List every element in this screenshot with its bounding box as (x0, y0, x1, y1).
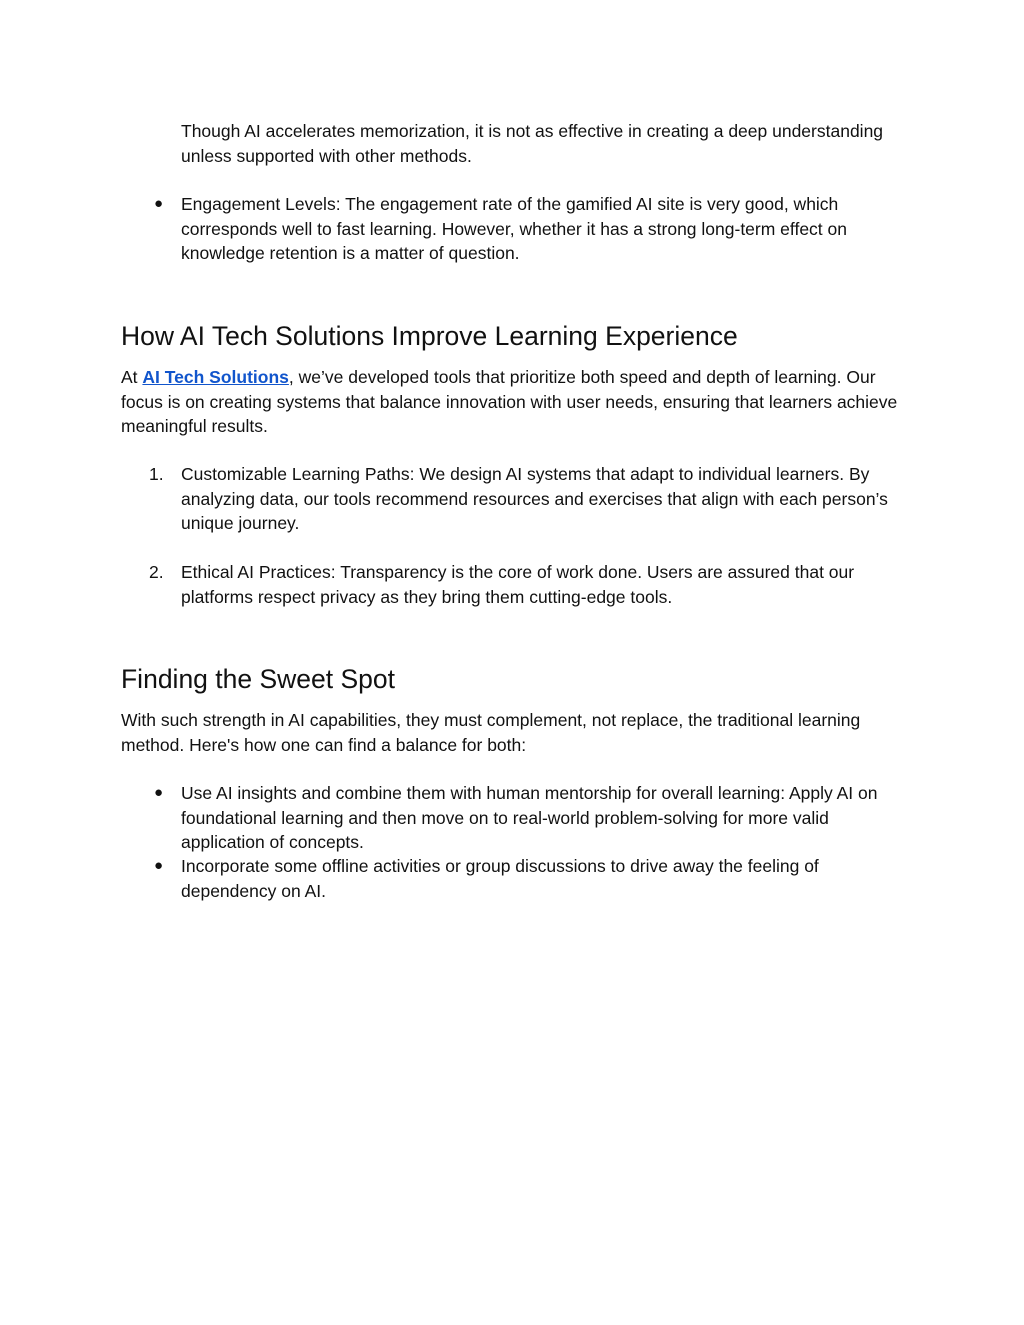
list-item-text: Ethical AI Practices: Transparency is the core of work done. Users are assured that our platforms respect privacy as they bring them cutting-edge tools. (181, 562, 855, 607)
list-item-text: Incorporate some offline activities or group discussions to drive away the feeling of dependency on AI. (181, 856, 819, 901)
bullet-marker: ● (154, 857, 164, 874)
list-number: 2. (149, 562, 164, 582)
list-item-text: Use AI insights and combine them with human mentorship for overall learning: Apply AI on foundational learning and then move on to real-world problem-solving for more valid application of concepts. (181, 783, 878, 852)
bullet-marker: ● (154, 784, 164, 801)
list-number: 1. (149, 464, 164, 484)
ai-tech-solutions-link[interactable]: AI Tech Solutions (142, 367, 289, 387)
section-heading-sweet-spot: Finding the Sweet Spot (121, 664, 396, 694)
engagement-bullet-text: Engagement Levels: The engagement rate of the gamified AI site is very good, which corresponds well to fast learning. However, whether it has a strong long-term effect on knowledge retention is a matter of question. (181, 194, 847, 263)
section2-paragraph: With such strength in AI capabilities, they must complement, not replace, the traditional learning method. Here's how one can find a balance for both: (121, 710, 861, 755)
bullet-marker: ● (154, 195, 164, 212)
intro-paragraph: Though AI accelerates memorization, it is not as effective in creating a deep understanding unless supported with other methods. (181, 121, 884, 166)
section1-para-prefix: At (121, 367, 143, 387)
list-item-text: Customizable Learning Paths: We design AI systems that adapt to individual learners. By analyzing data, our tools recommend resources and exercises that align with each person’s unique journey. (181, 464, 888, 533)
section1-para-suffix: , we’ve developed tools that prioritize both speed and depth of learning. Our focus is on creating systems that balance innovation with user needs, ensuring that learners achieve meaningful results. (121, 367, 898, 436)
section-heading-learning-experience: How AI Tech Solutions Improve Learning Experience (121, 321, 738, 351)
section1-paragraph (121, 365, 911, 439)
